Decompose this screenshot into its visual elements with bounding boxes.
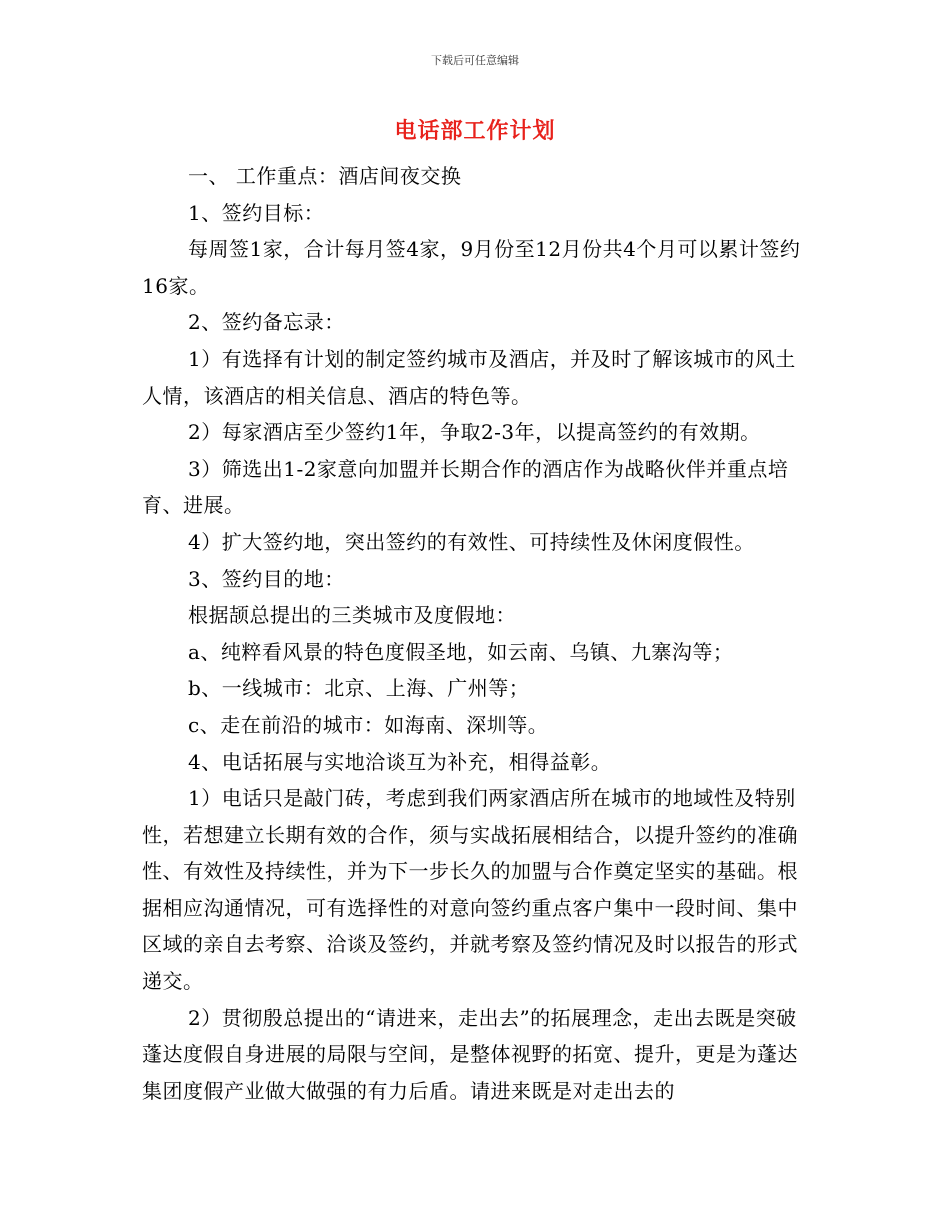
list-item: b、一线城市：北京、上海、广州等； [188, 676, 530, 701]
paragraph: 4）扩大签约地，突出签约的有效性、可持续性及休闲度假性。 [188, 529, 755, 554]
subsection-heading: 3、签约目的地： [188, 566, 345, 591]
paragraph: 3）筛选出1-2家意向加盟并长期合作的酒店作为战略伙伴并重点培育、进展。 [142, 456, 789, 518]
paragraph: 根据颉总提出的三类城市及度假地： [188, 603, 516, 628]
list-item: c、走在前沿的城市：如海南、深圳等。 [188, 712, 549, 737]
section-heading: 一、 工作重点：酒店间夜交换 [188, 164, 462, 188]
subsection-heading: 1、签约目标： [188, 200, 325, 225]
paragraph: 每周签1家，合计每月签4家，9月份至12月份共4个月可以累计签约16家。 [142, 237, 801, 298]
paragraph: 1）电话只是敲门砖，考虑到我们两家酒店所在城市的地域性及特别性，若想建立长期有效的合作，须与实战拓展相结合，以提升签约的准确性、有效性及持续性，并为下一步长久的加盟与合作奠定坚实的基础。根据相应沟通情况，可有选择性的对意向签约重点客户集中一段时间、集中区域的亲自去考察、洽谈及签约，并就考察及签约情况及时以报告的形式递交。 [142, 786, 798, 994]
list-item: a、纯粹看风景的特色度假圣地，如云南、乌镇、九寨沟等； [188, 639, 734, 664]
paragraph: 1）有选择有计划的制定签约城市及酒店，并及时了解该城市的风土人情，该酒店的相关信息、酒店的特色等。 [142, 346, 796, 408]
subsection-heading: 2、签约备忘录： [188, 310, 345, 335]
paragraph: 2）每家酒店至少签约1年，争取2-3年，以提高签约的有效期。 [188, 420, 761, 445]
subsection-heading: 4、电话拓展与实地洽谈互为补充，相得益彰。 [188, 749, 612, 774]
header-note: 下载后可任意编辑 [431, 54, 519, 67]
document-body [142, 158, 810, 1109]
document-title: 电话部工作计划 [394, 119, 556, 144]
paragraph: 2）贯彻殷总提出的“请进来，走出去”的拓展理念，走出去既是突破蓬达度假自身进展的局限与空间，是整体视野的拓宽、提升，更是为蓬达集团度假产业做大做强的有力后盾。请进来既是对走出去的 [142, 1005, 798, 1103]
